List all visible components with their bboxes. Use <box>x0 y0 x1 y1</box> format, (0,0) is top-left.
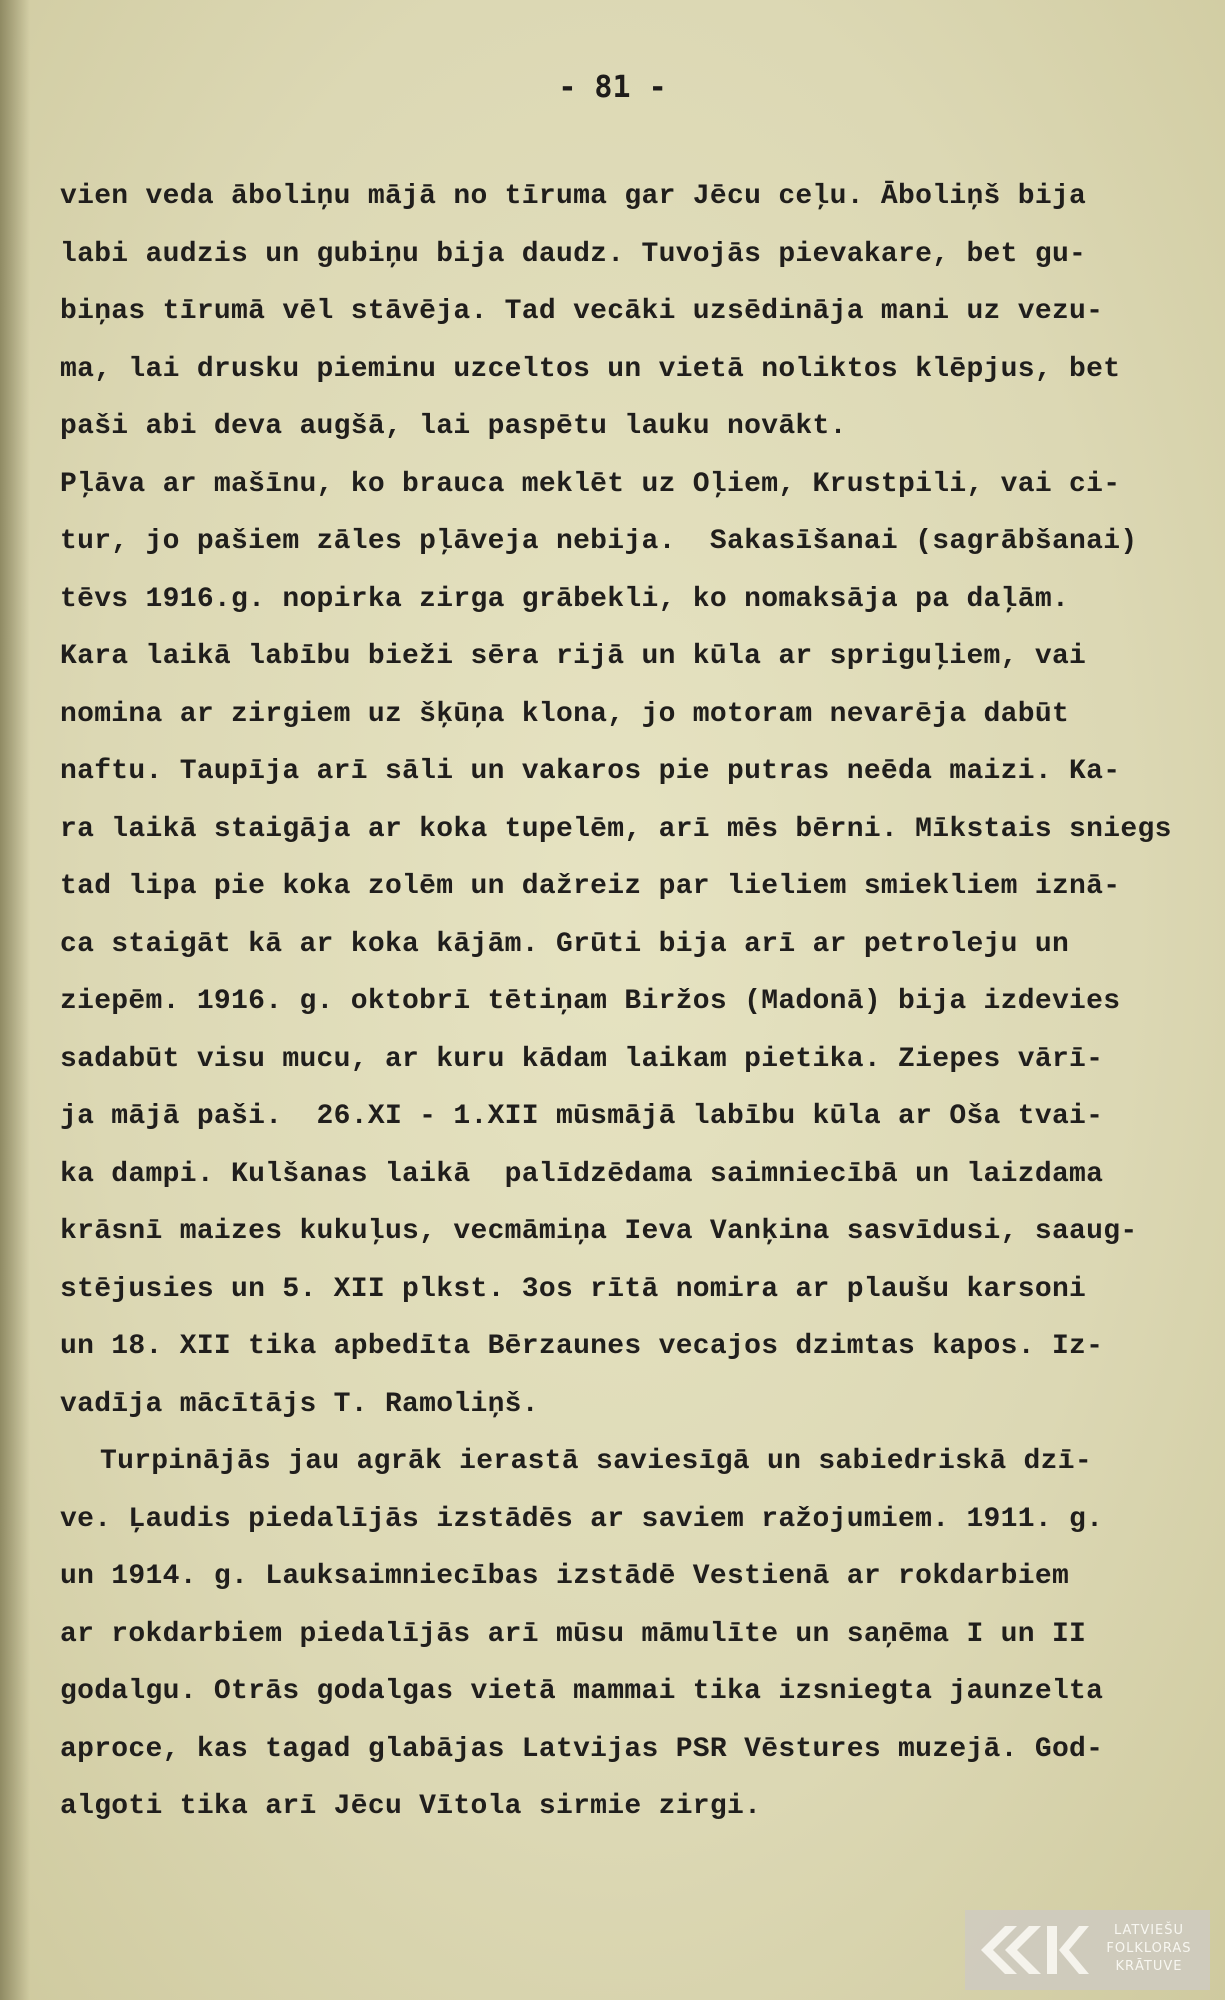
text-line: naftu. Taupīja arī sāli un vakaros pie putras neēda maizi. Ka- <box>60 756 1121 787</box>
text-line: ziepēm. 1916. g. oktobrī tētiņam Biržos (Madonā) bija izdevies <box>60 986 1121 1017</box>
text-line: un 18. XII tika apbedīta Bērzaunes vecajos dzimtas kapos. Iz- <box>60 1331 1104 1362</box>
page-edge-shadow <box>0 0 30 2000</box>
logo-line: KRĀTUVE <box>1115 1959 1183 1974</box>
text-line: tēvs 1916.g. nopirka zirga grābekli, ko nomaksāja pa daļām. <box>60 583 1070 615</box>
archive-logo <box>965 1910 1210 1990</box>
text-line: un 1914. g. Lauksaimniecības izstādē Vestienā ar rokdarbiem <box>60 1561 1070 1592</box>
text-line: tad lipa pie koka zolēm un dažreiz par lieliem smiekliem iznā- <box>60 871 1121 902</box>
lfk-logo-icon <box>971 1914 1091 1986</box>
text-line: aproce, kas tagad glabājas Latvijas PSR Vēstures muzejā. God- <box>60 1733 1104 1765</box>
text-line: ca staigāt kā ar koka kājām. Grūti bija arī ar petroleju un <box>60 928 1070 960</box>
text-line: algoti tika arī Jēcu Vītola sirmie zirgi. <box>60 1791 762 1822</box>
text-line: tur, jo pašiem zāles pļāveja nebija. Sakasīšanai (sagrābšanai) <box>60 526 1138 557</box>
page-number: - 81 - <box>558 70 667 105</box>
body-text <box>60 168 1170 1836</box>
text-line: paši abi deva augšā, lai paspētu lauku novākt. <box>60 411 847 442</box>
text-line: vadīja mācītājs T. Ramoliņš. <box>60 1388 539 1420</box>
logo-line: LATVIEŠU <box>1113 1923 1185 1938</box>
text-line: godalgu. Otrās godalgas vietā mammai tika izsniegta jaunzelta <box>60 1676 1104 1707</box>
logo-text <box>1093 1922 1205 1976</box>
logo-line: FOLKLORAS <box>1106 1941 1192 1956</box>
text-line: Kara laikā labību bieži sēra rijā un kūla ar spriguļiem, vai <box>60 641 1087 672</box>
text-line: vien veda āboliņu mājā no tīruma gar Jēcu ceļu. Āboliņš bija <box>60 181 1087 212</box>
text-line: ra laikā staigāja ar koka tupelēm, arī mēs bērni. Mīkstais sniegs <box>60 813 1172 845</box>
text-line: ja mājā paši. 26.XI - 1.XII mūsmājā labību kūla ar Oša tvai- <box>60 1101 1104 1132</box>
text-line: nomina ar zirgiem uz šķūņa klona, jo motoram nevarēja dabūt <box>60 698 1070 730</box>
text-line: labi audzis un gubiņu bija daudz. Tuvojās pievakare, bet gu- <box>60 238 1087 270</box>
text-line: ka dampi. Kulšanas laikā palīdzēdama saimniecībā un laizdama <box>60 1158 1104 1190</box>
text-line: biņas tīrumā vēl stāvēja. Tad vecāki uzsēdināja mani uz vezu- <box>60 296 1104 327</box>
text-line: ve. Ļaudis piedalījās izstādēs ar saviem ražojumiem. 1911. g. <box>60 1503 1104 1535</box>
text-line: sadabūt visu mucu, ar kuru kādam laikam pietika. Ziepes vārī- <box>60 1043 1104 1075</box>
text-line: ma, lai drusku pieminu uzceltos un vietā noliktos klēpjus, bet <box>60 353 1121 385</box>
text-line: ar rokdarbiem piedalījās arī mūsu māmulīte un saņēma I un II <box>60 1618 1087 1650</box>
text-line: krāsnī maizes kukuļus, vecmāmiņa Ieva Vanķina sasvīdusi, saaug- <box>60 1216 1138 1247</box>
text-line: Pļāva ar mašīnu, ko brauca meklēt uz Oļiem, Krustpili, vai ci- <box>60 468 1121 500</box>
text-line: Turpinājās jau agrāk ierastā saviesīgā un sabiedriskā dzī- <box>100 1446 1092 1477</box>
text-line: stējusies un 5. XII plkst. 3os rītā nomira ar plaušu karsoni <box>60 1273 1087 1305</box>
